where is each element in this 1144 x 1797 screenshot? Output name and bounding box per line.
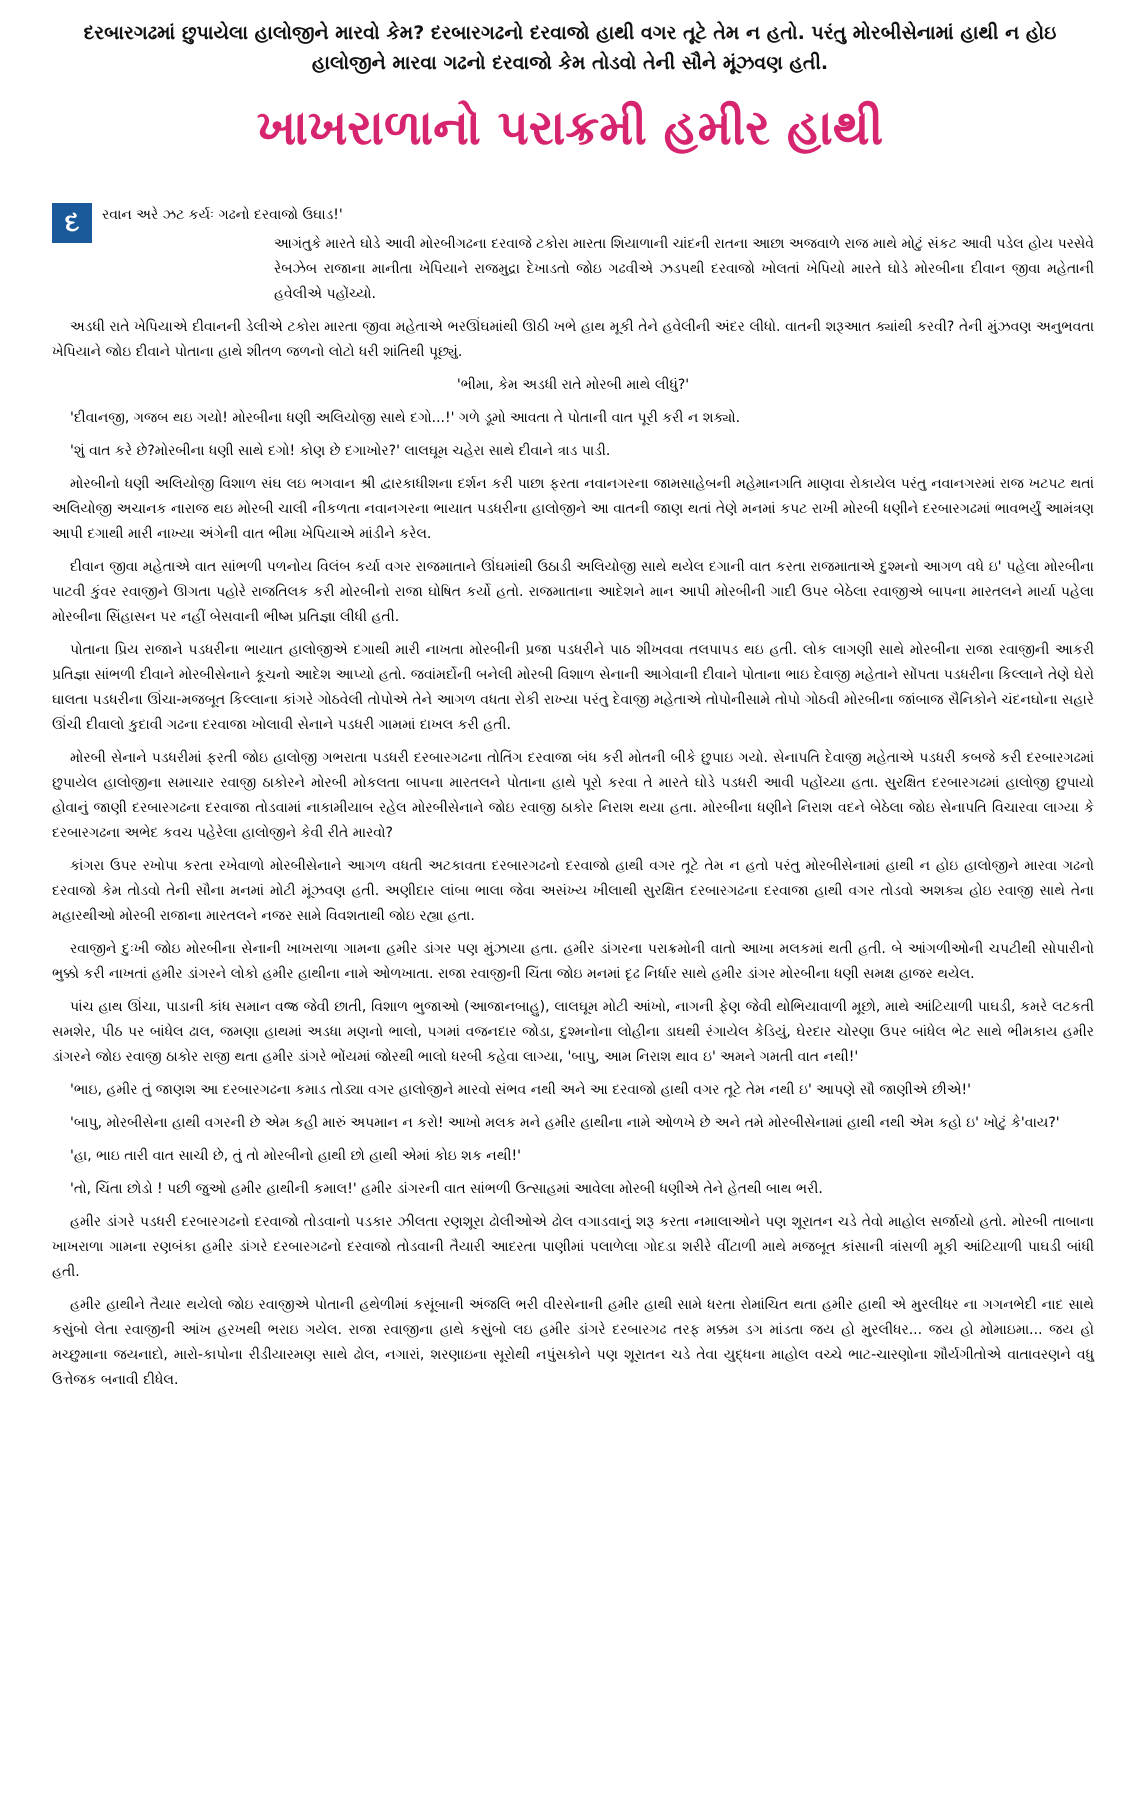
paragraph: 'ભીમા, કેમ અડધી રાતે મોરબી માથે લીધું?' — [456, 377, 690, 393]
paragraph: રવાજીને દુઃખી જોઇ મોરબીના સેનાની ખાખરાળા ગામના હમીર ડાંગર પણ મુંઝાયા હતા. હમીર ડાંગરના પરાક્રમોની વાતો આખા મલકમાં થતી હતી. બે આંગળીઓની ચપટીથી સોપારીનો ભુક્કો કરી નાખતાં હમીર ડાંગરને લોકો હમીર હાથીના નામે ઓળખાતા. રાજા રવાજીની ચિંતા જોઇ મનમાં દૃઢ નિર્ધાર સાથે હમીર ડાંગર મોરબીના ધણી સમક્ષ હાજર થયેલ. — [52, 941, 1094, 982]
paragraph: મોરબીનો ધણી અલિયોજી વિશાળ સંઘ લઇ ભગવાન શ્રી દ્વારકાધીશના દર્શન કરી પાછા ફરતા નવાનગરના જામસાહેબની મહેમાનગતિ માણવા રોકાયેલ પરંતુ નવાનગરમાં રાજ ખટપટ થતાં અલિયોજી અચાનક નારાજ થઇ મોરબી ચાલી નીકળતા નવાનગરના ભાયાત પડધરીના હાલોજીને આ વાતની જાણ થતાં તેણે મનમાં કપટ રાખી મોરબી ધણીને દરબારગઢમાં ભાવભર્યું આમંત્રણ આપી દગાથી મારી નાખ્યા અંગેની વાત ભીમા ખેપિયાએ માંડીને કરેલ. — [52, 476, 1094, 542]
paragraph: દીવાન જીવા મહેતાએ વાત સાંભળી પળનોય વિલંબ કર્યા વગર રાજમાતાને ઊંઘમાંથી ઉઠાડી અલિયોજી સાથે થયેલ દગાની વાત કરતા રાજમાતાએ દુશ્મનો આગળ વધે ઇ' પહેલા મોરબીના પાટવી કુંવર રવાજીને ઊગતા પહોરે રાજતિલક કરી મોરબીનો રાજા ઘોષિત કર્યો હતો. રાજમાતાના આદેશને માન આપી મોરબીની ગાદી ઉપર બેઠેલા રવાજીએ બાપના મારતલને માર્યા પહેલા મોરબીના સિંહાસન પર નહીં બેસવાની ભીષ્મ પ્રતિજ્ઞા લીધી હતી. — [52, 559, 1094, 625]
paragraph: 'દીવાનજી, ગજબ થઇ ગયો! મોરબીના ધણી અલિયોજી સાથે દગો...!' ગળે ડૂમો આવતા તે પોતાની વાત પૂરી કરી ન શક્યો. — [70, 410, 741, 426]
paragraph: 'હા, ભાઇ તારી વાત સાચી છે, તું તો મોરબીનો હાથી છો હાથી એમાં કોઇ શક નથી!' — [70, 1148, 521, 1164]
article-opening — [52, 203, 1094, 238]
paragraph: 'તો, ચિંતા છોડો ! પછી જુઓ હમીર હાથીની કમાલ!' હમીર ડાંગરની વાત સાંભળી ઉત્સાહમાં આવેલા મોરબી ધણીએ તેને હેતથી બાથ ભરી. — [70, 1181, 823, 1197]
article-body — [52, 203, 1094, 1401]
paragraph: 'બાપુ, મોરબીસેના હાથી વગરની છે એમ કહી મારું અપમાન ન કરો! આખો મલક મને હમીર હાથીના નામે ઓળખે છે અને તમે મોરબીસેનામાં હાથી નથી એમ કહો ઇ' ખોટું કે'વાય?' — [70, 1115, 1060, 1131]
paragraph: અડધી રાતે ખેપિયાએ દીવાનની ડેલીએ ટકોરા મારતા જીવા મહેતાએ ભરઊંઘમાંથી ઊઠી ખભે હાથ મૂકી તેને હવેલીની અંદર લીધો. વાતની શરૂઆત ક્યાંથી કરવી? તેની મુંઝવણ અનુભવતા ખેપિયાને જોઇ દીવાને પોતાના હાથે શીતળ જળનો લોટો ધરી શાંતિથી પૂછ્યું. — [52, 319, 1094, 360]
paragraph: 'શું વાત કરે છે?મોરબીના ધણી સાથે દગો! કોણ છે દગાખોર?' લાલઘૂમ ચહેરા સાથે દીવાને ત્રાડ પાડી. — [70, 443, 611, 459]
intro-text: દરબારગઢમાં છુપાયેલા હાલોજીને મારવો કેમ? દરબારગઢનો દરવાજો હાથી વગર તૂટે તેમ ન હતો. પરંતુ મોરબીસેનામાં હાથી ન હોઇ હાલોજીને મારવા ગઢનો દરવાજો કેમ તોડવો તેની સૌને મૂંઝવણ હતી. — [83, 22, 1057, 74]
paragraph: 'ભાઇ, હમીર તું જાણશ આ દરબારગઢના કમાડ તોડ્યા વગર હાલોજીને મારવો સંભવ નથી અને આ દરવાજો હાથી વગર તૂટે તેમ નથી ઇ' આપણે સૌ જાણીએ છીએ!' — [70, 1082, 971, 1098]
paragraph: હમીર ડાંગરે પડધરી દરબારગઢનો દરવાજો તોડવાનો પડકાર ઝીલતા રણશૂરા ઢોલીઓએ ઢોલ વગાડવાનું શરૂ કરતા નમાલાઓને પણ શૂરાતન ચડે તેવો માહોલ સર્જાયો હતો. મોરબી તાબાના ખાખરાળા ગામના રણબંકા હમીર ડાંગરે દરબારગઢનો દરવાજો તોડવાની તૈયારી આદરતા પાણીમાં પલાળેલા ગોદડા શરીરે વીંટાળી માથે મજબૂત કાંસાની ત્રાંસળી મૂકી આંટિયાળી પાઘડી બાંધી હતી. — [52, 1214, 1094, 1280]
paragraph: કાંગરા ઉપર રખોપા કરતા રખેવાળો મોરબીસેનાને આગળ વધતી અટકાવતા દરબારગઢનો દરવાજો હાથી વગર તૂટે તેમ ન હતો પરંતુ મોરબીસેનામાં હાથી ન હોઇ હાલોજીને મારવા ગઢનો દરવાજો કેમ તોડવો તેની સૌના મનમાં મોટી મૂંઝવણ હતી. અણીદાર લાંબા ભાલા જેવા અસંખ્ય ખીલાથી સુરક્ષિત દરબારગઢના દરવાજા હાથી વગર તોડવો અશક્ય હોઇ રવાજી સાથે તેના મહારથીઓ મોરબી રાજાના મારતલને નજર સામે વિવશતાથી જોઇ રહ્યા હતા. — [52, 858, 1094, 924]
opening-line: રવાન અરે ઝટ કર્યઃ ગઢનો દરવાજો ઉઘાડ!' — [102, 207, 343, 223]
paragraph: મોરબી સેનાને પડધરીમાં ફરતી જોઇ હાલોજી ગભરાતા પડધરી દરબારગઢના તોતિંગ દરવાજા બંધ કરી મોતની બીકે છુપાઇ ગયો. સેનાપતિ દેવાજી મહેતાએ પડધરી કબજે કરી દરબારગઢમાં છુપાયેલ હાલોજીના સમાચાર રવાજી ઠાકોરને મોરબી મોકલતા બાપના મારતલને પોતાના હાથે પૂરો કરવા તે મારતે ઘોડે પડધરી આવી પહોંચ્યા હતા. સુરક્ષિત દરબારગઢમાં હાલોજી છુપાયો હોવાનું જાણી દરબારગઢના દરવાજા તોડવામાં નાકામીયાબ રહેલ મોરબીસેનાને જોઇ રવાજી ઠાકોર નિરાશ થયા હતા. મોરબીના ધણીને નિરાશ વદને બેઠેલા જોઇ સેનાપતિ વિચારવા લાગ્યા કે દરબારગઢના અભેદ કવચ પહેરેલા હાલોજીને કેવી રીતે મારવો? — [52, 750, 1094, 841]
paragraph: હમીર હાથીને તૈયાર થયેલો જોઇ રવાજીએ પોતાની હથેળીમાં કસૂંબાની અંજલિ ભરી વીરસેનાની હમીર હાથી સામે ધરતા રોમાંચિત થતા હમીર હાથી એ મુરલીધર ના ગગનભેદી નાદ સાથે કસુંબો લેતા રવાજીની આંખ હરખથી ભરાઇ ગયેલ. રાજા રવાજીના હાથે કસુંબો લઇ હમીર ડાંગરે દરબારગઢ તરફ મક્કમ ડગ માંડતા જય હો મુરલીધર... જય હો મોમાઇમા... જય હો મચ્છુમાના જયનાદો, મારો-કાપોના રીડીયારમણ સાથે ઢોલ, નગારાં, શરણાઇના સૂરોથી નપુંસકોને પણ શૂરાતન ચડે તેવા યુદ્ધના માહોલ વચ્ચે ભાટ-ચારણોના શૌર્યગીતોએ વાતાવરણને વધુ ઉત્તેજક બનાવી દીધેલ. — [52, 1297, 1094, 1388]
article-title: ખાખરાળાનો પરાક્રમી હમીર હાથી — [256, 100, 884, 156]
paragraph: પોતાના પ્રિય રાજાને પડધરીના ભાયાત હાલોજીએ દગાથી મારી નાખતા મોરબીની પ્રજા પડધરીને પાઠ શીખવવા તલપાપડ થઇ હતી. લોક લાગણી સાથે મોરબીના રાજા રવાજીની આકરી પ્રતિજ્ઞા સાંભળી દીવાને મોરબીસેનાને કૂચનો આદેશ આપ્યો હતો. જવાંમર્દોની બનેલી મોરબી વિશાળ સેનાની આગેવાની દીવાને પોતાના ભાઇ દેવાજી મહેતાને સોંપતા પડધરીના કિલ્લાને તેણે ઘેરો ઘાલતા પડધરીના ઊંચા-મજબૂત કિલ્લાના કાંગરે ગોઠવેલી તોપોએ તેને આગળ વધતા રોકી રાખ્યા પરંતુ દેવાજી મહેતાએ તોપોનીસામે તોપો ગોઠવી મોરબીના જાંબાજ સૈનિકોને ચંદનઘોના સહારે ઊંચી દીવાલો કુદાવી ગઢના દરવાજા ખોલાવી સેનાને પડધરી ગામમાં દાખલ કરી હતી. — [52, 642, 1094, 733]
paragraph: આગંતુકે મારતે ઘોડે આવી મોરબીગઢના દરવાજે ટકોરા મારતા શિયાળાની ચાંદની રાતના આછા અજવાળે રાજ માથે મોટું સંકટ આવી પડેલ હોય પરસેવે રેબઝેબ રાજાના માનીતા ખેપિયાને રાજમુદ્રા દેખાડતો જોઇ ગઢવીએ ઝડપથી દરવાજો ખોલતાં ખેપિયો મારતે ઘોડે મોરબીના દીવાન જીવા મહેતાની હવેલીએ પહોંચ્યો. — [274, 236, 1094, 302]
paragraph: પાંચ હાથ ઊંચા, પાડાની કાંધ સમાન વજ્ર જેવી છાતી, વિશાળ ભુજાઓ (આજાનબાહુ), લાલઘૂમ મોટી આંખો, નાગની ફેણ જેવી થોભિયાવાળી મૂછો, માથે આંટિયાળી પાઘડી, કમરે લટકતી સમશેર, પીઠ પર બાંધેલ ઢાલ, જમણા હાથમાં અડધા મણનો ભાલો, પગમાં વજનદાર જોડા, દુશ્મનોના લોહીના ડાઘથી રંગાયેલ કેડિયું, ઘેરદાર ચોરણા ઉપર બાંધેલ ભેટ સાથે ભીમકાય હમીર ડાંગરને જોઇ રવાજી ઠાકોર રાજી થતા હમીર ડાંગરે ભોંયમાં જોરથી ભાલો ધરબી કહેવા લાગ્યા, 'બાપુ, આમ નિરાશ થાવ ઇ' અમને ગમતી વાત નથી!' — [52, 999, 1094, 1065]
drop-cap: દ — [52, 203, 92, 243]
